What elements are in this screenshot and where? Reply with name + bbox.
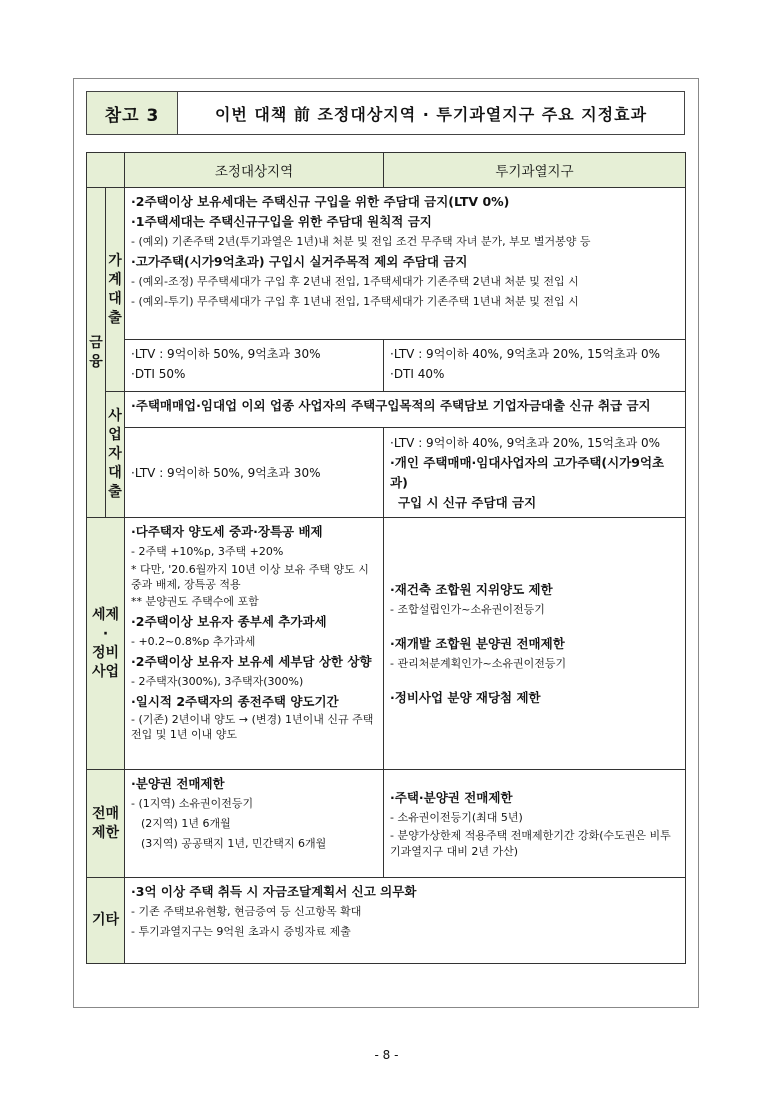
household-line-2: ·1주택세대는 주택신규구입을 위한 주담대 원칙적 금지 (131, 214, 432, 229)
reference-label: 참고 3 (87, 92, 178, 134)
tax-adjusted: ·다주택자 양도세 중과·장특공 배제 - 2주택 +10%p, 3주택 +20% * 다만, '20.6월까지 10년 이상 보유 주택 양도 시 중과 배제, 장특공 적용 ** 분양권도 주택수에 포함 ·2주택이상 보유자 종부세 추가과세 - +0.2~0.8%p 추가과세 ·2주택이상 보유자 보유세 세부담 상한 상향 - 2주택자(300%), 3주택자(300%) ·일시적 2주택자의 종전주택 양도기간 - (기존) 2년이내 양도 → (변경) 1년이내 신규 주택 전입 및 1년 이내 양도 (125, 518, 384, 770)
tax-speculative: ·재건축 조합원 지위양도 제한 - 조합설립인가~소유권이전등기 ·재개발 조합원 분양권 전매제한 - 관리처분계획인가~소유권이전등기 ·정비사업 분양 재당첨 제한 (384, 518, 686, 770)
category-tax-redevelopment: 세제 · 정비사업 (87, 518, 125, 770)
header-speculative-area: 투기과열지구 (384, 153, 686, 188)
header-blank (87, 153, 125, 188)
business-ltv-speculative: ·LTV : 9억이하 40%, 9억초과 20%, 15억초과 0% ·개인 주택매매·임대사업자의 고가주택(시가9억초과) 구입 시 신규 주담대 금지 (384, 428, 686, 518)
page-number: - 8 - (374, 1048, 399, 1062)
table-row (87, 878, 686, 964)
household-line-6: - (예외-투기) 무주택세대가 구입 후 1년내 전입, 1주택세대가 기존주택 1년내 처분 및 전입 시 (131, 295, 579, 308)
category-resale-restriction: 전매제한 (87, 770, 125, 878)
household-ltv-speculative: ·LTV : 9억이하 40%, 9억초과 20%, 15억초과 0% ·DTI 40% (384, 340, 686, 392)
household-line-5: - (예외-조정) 무주택세대가 구입 후 2년내 전입, 1주택세대가 기존주택 2년내 처분 및 전입 시 (131, 275, 579, 288)
household-line-3: - (예외) 기존주택 2년(투기과열은 1년)내 처분 및 전입 조건 무주택 자녀 분가, 부모 별거봉양 등 (131, 235, 591, 248)
table-row (87, 188, 686, 340)
table-row (87, 340, 686, 392)
business-loan-rule: ·주택매매업·임대업 이외 업종 사업자의 주택구입목적의 주택담보 기업자금대출 신규 취급 금지 (125, 392, 686, 428)
household-line-4: ·고가주택(시가9억초과) 구입시 실거주목적 제외 주담대 금지 (131, 254, 468, 269)
header-adjusted-area: 조정대상지역 (125, 153, 384, 188)
business-ltv-adjusted: ·LTV : 9억이하 50%, 9억초과 30% (125, 428, 384, 518)
household-ltv-adjusted: ·LTV : 9억이하 50%, 9억초과 30% ·DTI 50% (125, 340, 384, 392)
resale-speculative: ·주택·분양권 전매제한 - 소유권이전등기(최대 5년) - 분양가상한제 적용주택 전매제한기간 강화(수도권은 비투기과열지구 대비 2년 가산) (384, 770, 686, 878)
table-row (87, 428, 686, 518)
household-line-1: ·2주택이상 보유세대는 주택신규 구입을 위한 주담대 금지(LTV 0%) (131, 194, 510, 209)
resale-adjusted: ·분양권 전매제한 - (1지역) 소유권이전등기 (2지역) 1년 6개월 (3지역) 공공택지 1년, 민간택지 6개월 (125, 770, 384, 878)
subcategory-business-loan: 사업자대출 (106, 392, 125, 518)
category-finance: 금융 (87, 188, 106, 518)
table-header-row (87, 153, 686, 188)
table-row (87, 392, 686, 428)
title-bar (86, 91, 685, 135)
etc-rules: ·3억 이상 주택 취득 시 자금조달계획서 신고 의무화 - 기존 주택보유현황, 현금증여 등 신고항목 확대 - 투기과열지구는 9억원 초과시 증빙자료 제출 (125, 878, 686, 964)
table-row (87, 518, 686, 770)
household-loan-rules (125, 188, 686, 340)
category-etc: 기타 (87, 878, 125, 964)
table-row (87, 770, 686, 878)
policy-table (86, 152, 686, 964)
page-title: 이번 대책 前 조정대상지역 · 투기과열지구 주요 지정효과 (214, 104, 648, 124)
subcategory-household-loan: 가계대출 (106, 188, 125, 392)
